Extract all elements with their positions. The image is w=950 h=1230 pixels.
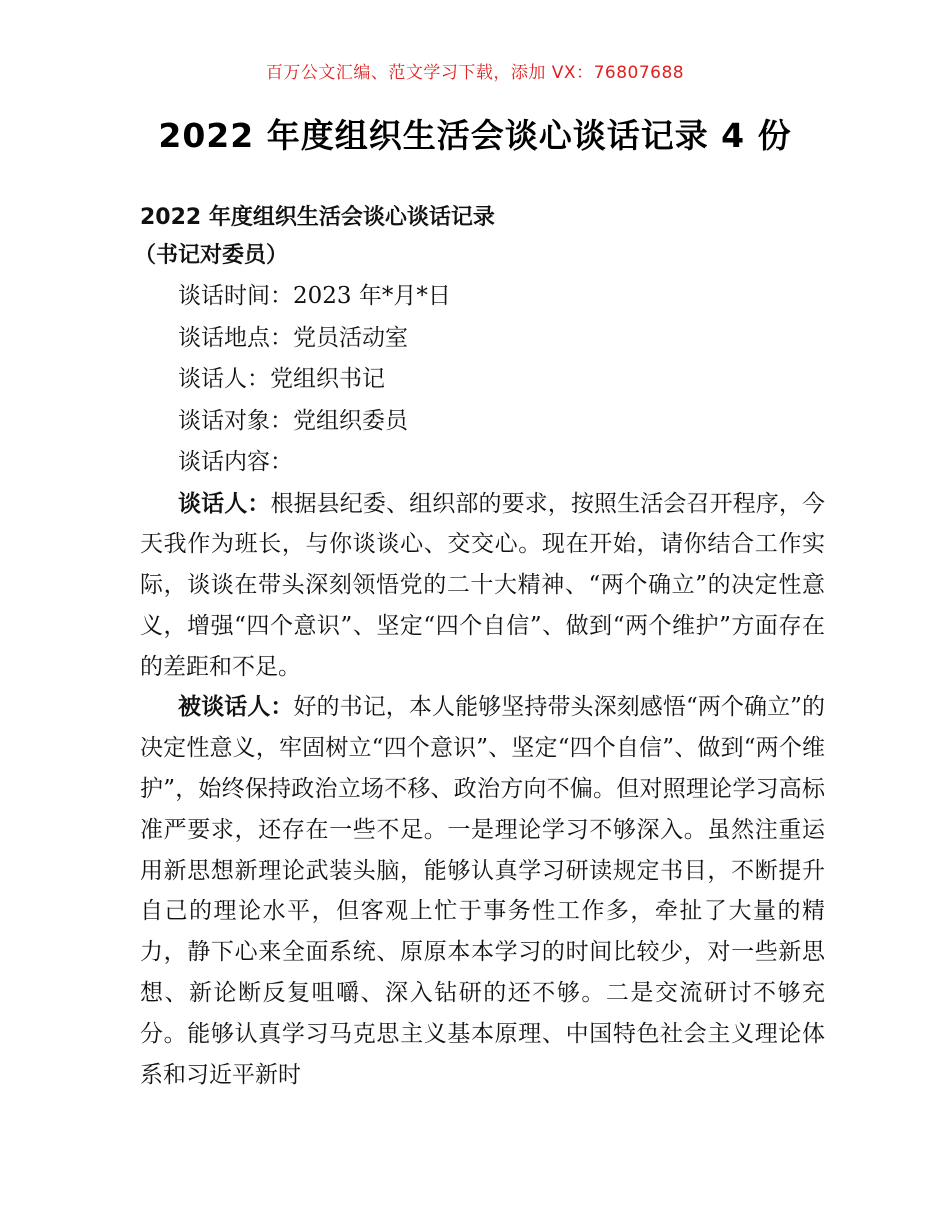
- document-body: [134, 200, 826, 1095]
- document-title: 2022 年度组织生活会谈心谈话记录 4 份: [158, 116, 792, 155]
- watermark-contact-banner: 百万公文汇编、范文学习下载，添加 VX：76807688: [265, 63, 685, 83]
- speaker-label: 谈话人：: [178, 490, 271, 517]
- section-heading: 2022 年度组织生活会谈心谈话记录: [140, 205, 495, 230]
- paragraph-respondent-answer: [140, 687, 825, 1095]
- meta-content-label: 谈话内容：: [178, 449, 293, 475]
- meta-time: 谈话时间：2023 年*月*日: [178, 283, 451, 309]
- meta-target: 谈话对象：党组织委员: [178, 407, 408, 434]
- paragraph-speaker-question: [140, 484, 825, 688]
- paragraph-text: 好的书记，本人能够坚持带头深刻感悟“两个确立”的决定性意义，牢固树立“四个意识”、坚定“四个自信”、做到“两个维护”，始终保持政治立场不移、政治方向不偏。但对照理论学习高标准严要求，还存在一些不足。一是理论学习不够深入。虽然注重运用新思想新理论武装头脑，能够认真学习研读规定书目，不断提升自己的理论水平，但客观上忙于事务性工作多，牵扯了大量的精力，静下心来全面系统、原原本本学习的时间比较少，对一些新思想、新论断反复咀嚼、深入钻研的还不够。二是交流研讨不够充分。能够认真学习马克思主义基本原理、中国特色社会主义理论体系和习近平新时: [140, 694, 825, 1088]
- meta-speaker: 谈话人：党组织书记: [178, 366, 385, 392]
- respondent-label: 被谈话人：: [178, 694, 294, 721]
- meta-place: 谈话地点：党员活动室: [178, 324, 408, 351]
- paragraph-text: 根据县纪委、组织部的要求，按照生活会召开程序，今天我作为班长，与你谈谈心、交交心。现在开始，请你结合工作实际，谈谈在带头深刻领悟党的二十大精神、“两个确立”的决定性意义，增强“四个意识”、坚定“四个自信”、做到“两个维护”方面存在的差距和不足。: [140, 490, 826, 680]
- section-note: （书记对委员）: [134, 243, 289, 268]
